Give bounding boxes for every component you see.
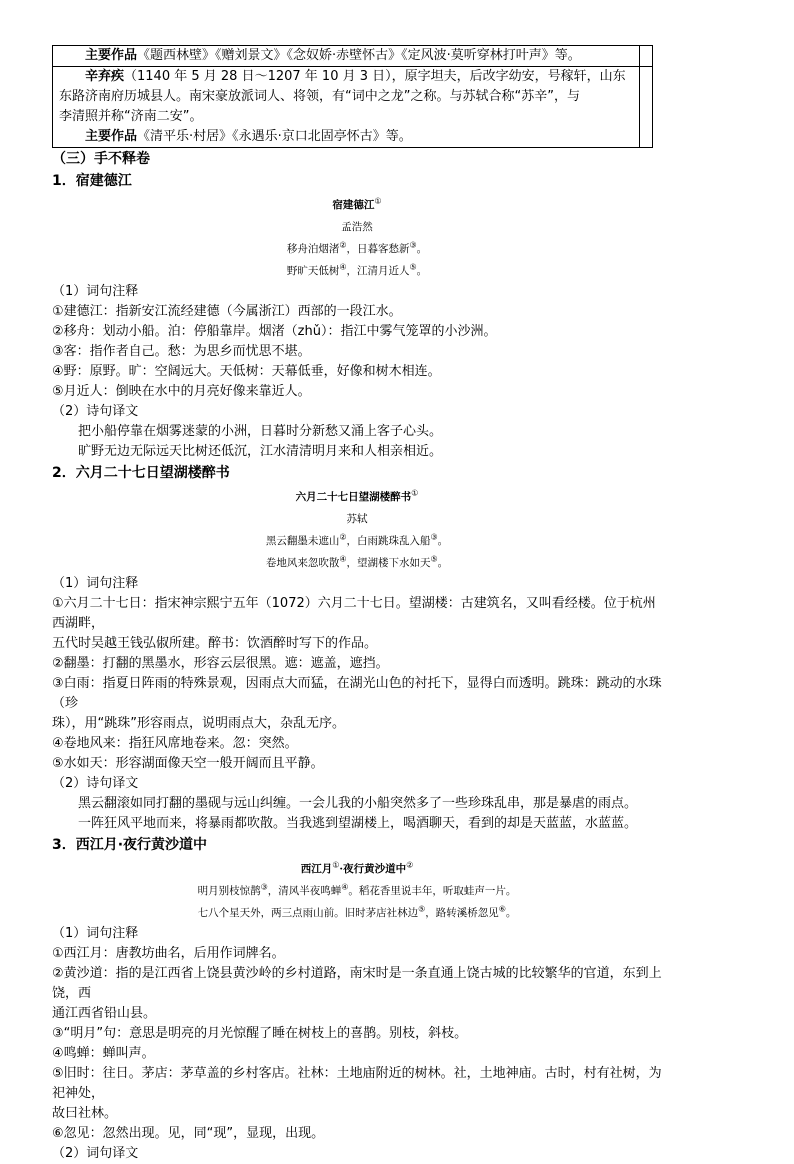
poem-line: 野旷天低树④，江清月近人⑤。 [286,262,428,277]
poem-title: 宿建德江 [332,199,375,211]
poem-author: 孟浩然 [341,221,373,233]
poem-author: 苏轼 [346,513,368,525]
poem-block: 六月二十七日望湖楼醉书① 苏轼 黑云翻墨未遮山②，白雨跳珠乱入船③。 卷地风来忽吹散④，望湖楼下水如天⑤。 [52,486,662,574]
note-line: ③客：指作者自己。愁：为思乡而忧思不堪。 [52,344,311,359]
note-line: ③白雨：指夏日阵雨的特殊景观，因雨点大而猛，在湖光山色的衬托下，显得白而透明。跳珠：跳动的水珠（珍 [52,676,662,711]
note-line: 珠），用“跳珠”形容雨点，说明雨点大，杂乱无序。 [52,716,345,731]
note-line: ⑤旧时：往日。茅店：茅草盖的乡村客店。社林：土地庙附近的树林。社，土地神庙。古时，村有社树，为祀神处， [52,1066,662,1101]
note-line: ①六月二十七日：指宋神宗熙宁五年（1072）六月二十七日。望湖楼：古建筑名，又叫看经楼。位于杭州西湖畔， [52,596,656,631]
notes-heading: （1）词句注释 [52,576,139,591]
poem-heading: 2．六月二十七日望湖楼醉书 [52,465,230,481]
works-text: 《题西林壁》《赠刘景文》《念奴娇·赤壁怀古》《定风波·莫听穿林打叶声》等。 [137,48,581,63]
note-line: ②翻墨：打翻的黑墨水，形容云层很黑。遮：遮盖，遮挡。 [52,656,389,671]
note-line: ⑥忽见：忽然出现。见，同“现”，显现，出现。 [52,1126,325,1141]
poem-block: 宿建德江① 孟浩然 移舟泊烟渚②，日暮客愁新③。 野旷天低树④，江清月近人⑤。 [52,194,662,282]
note-line: ①建德江：指新安江流经建德（今属浙江）西部的一段江水。 [52,304,402,319]
translation-line: 黑云翻滚如同打翻的墨砚与远山纠缠。一会儿我的小船突然多了一些珍珠乱串，那是暴虐的雨点。 [78,796,638,811]
author-name: 辛弃疾 [85,69,125,84]
notes-heading: （1）词句注释 [52,926,139,941]
note-line: ③“明月”句：意思是明亮的月光惊醒了睡在树枝上的喜鹊。别枝，斜枝。 [52,1026,468,1041]
translation-heading: （2）诗句译文 [52,404,139,419]
note-line: ④野：原野。旷：空阔远大。天低树：天幕低垂，好像和树木相连。 [52,364,441,379]
poem-title: 六月二十七日望湖楼醉书 [295,491,412,503]
note-line: 故曰社林。 [52,1106,118,1121]
translation-heading: （2）诗句译文 [52,776,139,791]
note-line: ②黄沙道：指的是江西省上饶县黄沙岭的乡村道路，南宋时是一条直通上饶古城的比较繁华的官道，东到上饶，西 [52,966,662,1001]
poem-line: 明月别枝惊鹊③，清风半夜鸣蝉④。稻花香里说丰年，听取蛙声一片。 [197,882,517,897]
document-page [52,45,662,1164]
poem-heading: 3．西江月·夜行黄沙道中 [52,837,208,853]
note-line: ④鸣蝉：蝉叫声。 [52,1046,155,1061]
table-row [53,67,653,148]
bio-table [52,45,653,148]
note-line: ②移舟：划动小船。泊：停船靠岸。烟渚（zhǔ）：指江中雾气笼罩的小沙洲。 [52,324,497,339]
translation-heading: （2）词句译文 [52,1146,139,1161]
poem-heading: 1．宿建德江 [52,173,132,189]
works-label: 主要作品 [85,129,138,144]
note-line: ①西江月：唐教坊曲名，后用作词牌名。 [52,946,285,961]
bio-cell: 辛弃疾（1140 年 5 月 28 日～1207 年 10 月 3 日），原字坦夫，后改字幼安，号稼轩，山东 东路济南府历城县人。南宋豪放派词人、将领，有“词中之龙”之称。与苏轼合称“苏辛”，与 李清照并称“济南二安”。 主要作品《清平乐·村居》《永遇乐·京口北固亭怀古》等。 [53,67,640,148]
poem-line: 黑云翻墨未遮山②，白雨跳珠乱入船③。 [265,532,449,547]
works-label: 主要作品 [85,48,138,63]
translation-line: 把小船停靠在烟雾迷蒙的小洲，日暮时分新愁又涌上客子心头。 [78,424,443,439]
poem-title: 西江月 [300,863,333,875]
translation-line: 旷野无边无际远天比树还低沉，江水清清明月来和人相亲相近。 [78,444,443,459]
note-line: ⑤水如天：形容湖面像天空一般开阔而且平静。 [52,756,324,771]
poem-block: 西江月①·夜行黄沙道中② 明月别枝惊鹊③，清风半夜鸣蝉④。稻花香里说丰年，听取蛙声一片。 七八个星天外，两三点雨山前。旧时茅店社林边⑤，路转溪桥忽见⑥。 [52,858,662,924]
note-line: 通江西省铅山县。 [52,1006,157,1021]
table-row [53,46,653,67]
edge-cell [640,46,653,67]
translation-line: 一阵狂风平地而来，将暴雨都吹散。当我逃到望湖楼上，喝酒聊天，看到的却是天蓝蓝，水蓝蓝。 [78,816,638,831]
poem-line: 七八个星天外，两三点雨山前。旧时茅店社林边⑤，路转溪桥忽见⑥。 [197,904,517,919]
section-heading: （三）手不释卷 [52,151,150,167]
works-cell [53,46,640,67]
poem-line: 移舟泊烟渚②，日暮客愁新③。 [286,240,428,255]
note-line: 五代时吴越王钱弘俶所建。醉书：饮酒醉时写下的作品。 [52,636,378,651]
edge-cell [640,67,653,148]
poem-line: 卷地风来忽吹散④，望湖楼下水如天⑤。 [265,554,449,569]
notes-heading: （1）词句注释 [52,284,139,299]
note-line: ④卷地风来：指狂风席地卷来。忽：突然。 [52,736,298,751]
note-line: ⑤月近人：倒映在水中的月亮好像来靠近人。 [52,384,311,399]
